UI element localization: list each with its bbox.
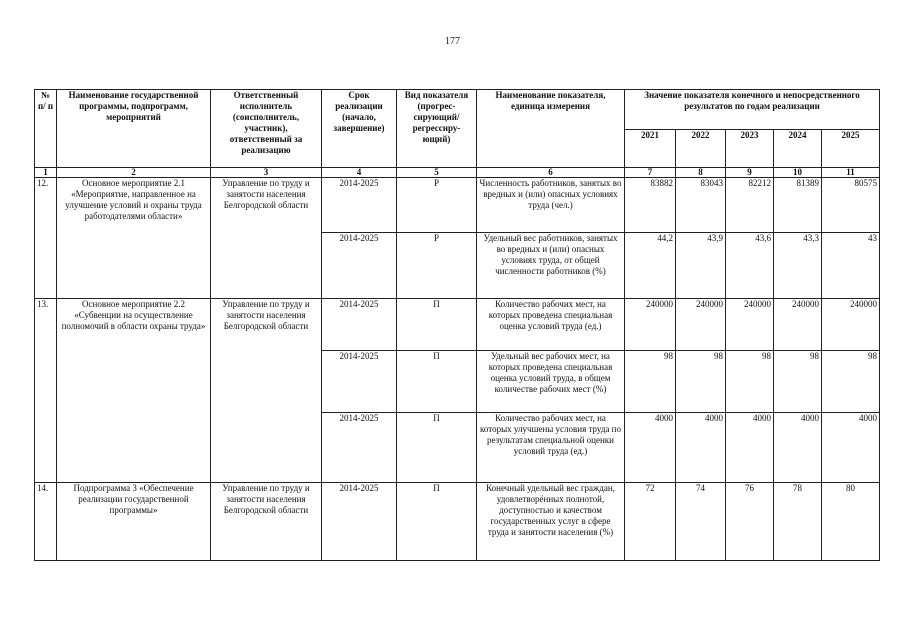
header-year: 2024 bbox=[774, 130, 822, 168]
header-number: № п/ п bbox=[35, 90, 57, 168]
indicator-kind: Р bbox=[397, 233, 477, 299]
program-name: Основное мероприятие 2.1 «Мероприятие, направленное на улучшение условий и охраны труда работодателями области» bbox=[57, 178, 211, 299]
indicator-name: Удельный вес работников, занятых во вредных и (или) опасных условиях труда, от общей численности работников (%) bbox=[477, 233, 625, 299]
indicator-name: Количество рабочих мест, на которых проведена специальная оценка условий труда (ед.) bbox=[477, 299, 625, 351]
value-cell: 80 bbox=[822, 483, 880, 561]
value-cell: 98 bbox=[774, 351, 822, 413]
indicator-name: Численность работников, занятых во вредных и (или) опасных условиях труда (чел.) bbox=[477, 178, 625, 233]
value-cell: 4000 bbox=[822, 413, 880, 483]
term: 2014-2025 bbox=[322, 299, 397, 351]
column-number: 10 bbox=[774, 168, 822, 178]
header-year: 2023 bbox=[726, 130, 774, 168]
value-cell: 74 bbox=[676, 483, 726, 561]
header-executor: Ответственный исполнитель (соисполнитель, участник), ответственный за реализацию bbox=[211, 90, 322, 168]
value-cell: 43 bbox=[822, 233, 880, 299]
value-cell: 44,2 bbox=[625, 233, 676, 299]
value-cell: 240000 bbox=[726, 299, 774, 351]
value-cell: 72 bbox=[625, 483, 676, 561]
value-cell: 4000 bbox=[726, 413, 774, 483]
value-cell: 43,3 bbox=[774, 233, 822, 299]
indicators-table bbox=[34, 89, 880, 561]
value-cell: 240000 bbox=[676, 299, 726, 351]
value-cell: 82212 bbox=[726, 178, 774, 233]
value-cell: 240000 bbox=[774, 299, 822, 351]
indicator-kind: П bbox=[397, 299, 477, 351]
executor: Управление по труду и занятости населения Белгородской области bbox=[211, 178, 322, 299]
executor: Управление по труду и занятости населения Белгородской области bbox=[211, 483, 322, 561]
term: 2014-2025 bbox=[322, 413, 397, 483]
header-term: Срок реализации (начало, завершение) bbox=[322, 90, 397, 168]
column-number: 2 bbox=[57, 168, 211, 178]
column-number: 11 bbox=[822, 168, 880, 178]
table-row bbox=[35, 178, 880, 233]
value-cell: 98 bbox=[726, 351, 774, 413]
header-row bbox=[35, 90, 880, 130]
table-row bbox=[35, 299, 880, 351]
value-cell: 4000 bbox=[676, 413, 726, 483]
value-cell: 76 bbox=[726, 483, 774, 561]
column-number: 9 bbox=[726, 168, 774, 178]
term: 2014-2025 bbox=[322, 178, 397, 233]
indicator-kind: П bbox=[397, 351, 477, 413]
indicator-name: Количество рабочих мест, на которых улучшены условия труда по результатам специальной оценки условий труда (ед.) bbox=[477, 413, 625, 483]
value-cell: 98 bbox=[822, 351, 880, 413]
column-number: 5 bbox=[397, 168, 477, 178]
program-name: Основное мероприятие 2.2 «Субвенции на осуществление полномочий в области охраны труда» bbox=[57, 299, 211, 483]
value-cell: 83043 bbox=[676, 178, 726, 233]
column-number: 1 bbox=[35, 168, 57, 178]
indicator-name: Конечный удельный вес граждан, удовлетворённых полнотой, доступностью и качеством государственных услуг в сфере труда и занятости населения (%) bbox=[477, 483, 625, 561]
header-values-title: Значение показателя конечного и непосредственного результатов по годам реализации bbox=[625, 90, 880, 130]
header-program: Наименование государственной программы, подпрограмм, мероприятий bbox=[57, 90, 211, 168]
value-cell: 98 bbox=[676, 351, 726, 413]
header-year: 2021 bbox=[625, 130, 676, 168]
header-year: 2025 bbox=[822, 130, 880, 168]
row-number: 12. bbox=[35, 178, 57, 299]
indicator-kind: П bbox=[397, 413, 477, 483]
header-year: 2022 bbox=[676, 130, 726, 168]
column-number: 3 bbox=[211, 168, 322, 178]
value-cell: 4000 bbox=[625, 413, 676, 483]
row-number: 13. bbox=[35, 299, 57, 483]
term: 2014-2025 bbox=[322, 351, 397, 413]
indicator-name: Удельный вес рабочих мест, на которых проведена специальная оценка условий труда, в общем количестве рабочих мест (%) bbox=[477, 351, 625, 413]
value-cell: 78 bbox=[774, 483, 822, 561]
indicator-kind: П bbox=[397, 483, 477, 561]
value-cell: 80575 bbox=[822, 178, 880, 233]
value-cell: 240000 bbox=[625, 299, 676, 351]
term: 2014-2025 bbox=[322, 233, 397, 299]
value-cell: 83882 bbox=[625, 178, 676, 233]
column-number: 8 bbox=[676, 168, 726, 178]
column-number: 6 bbox=[477, 168, 625, 178]
indicator-kind: Р bbox=[397, 178, 477, 233]
column-numbers-row bbox=[35, 168, 880, 178]
column-number: 7 bbox=[625, 168, 676, 178]
table-row bbox=[35, 483, 880, 561]
row-number: 14. bbox=[35, 483, 57, 561]
value-cell: 43,6 bbox=[726, 233, 774, 299]
value-cell: 81389 bbox=[774, 178, 822, 233]
program-name: Подпрограмма 3 «Обеспечение реализации государственной программы» bbox=[57, 483, 211, 561]
value-cell: 4000 bbox=[774, 413, 822, 483]
header-indicator: Наименование показателя, единица измерения bbox=[477, 90, 625, 168]
executor: Управление по труду и занятости населения Белгородской области bbox=[211, 299, 322, 483]
page-number: 177 bbox=[445, 36, 460, 47]
term: 2014-2025 bbox=[322, 483, 397, 561]
value-cell: 240000 bbox=[822, 299, 880, 351]
value-cell: 43,9 bbox=[676, 233, 726, 299]
value-cell: 98 bbox=[625, 351, 676, 413]
header-kind: Вид показателя (прогрес-сирующий/ регрессиру-ющий) bbox=[397, 90, 477, 168]
column-number: 4 bbox=[322, 168, 397, 178]
